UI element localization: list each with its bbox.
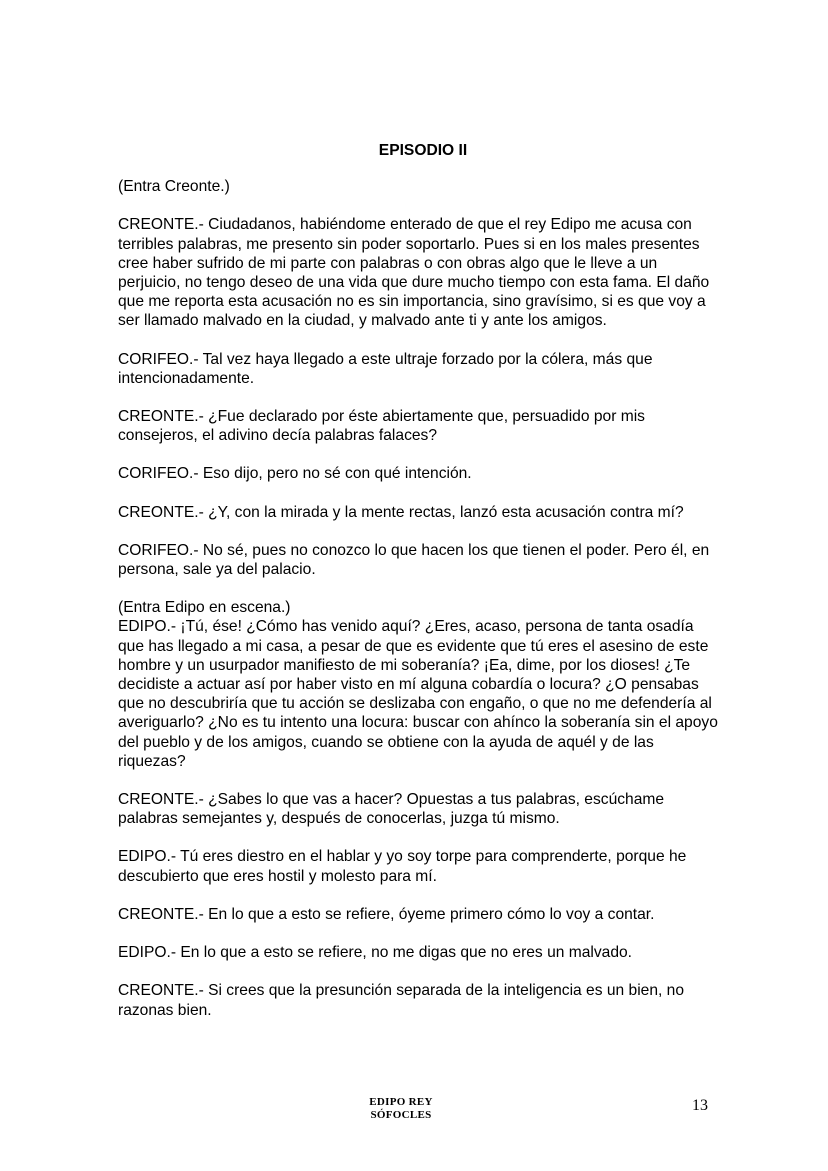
page-number: 13 [692,1097,708,1114]
footer-author: SÓFOCLES [370,1109,432,1121]
dialogue-paragraph: CORIFEO.- Tal vez haya llegado a este ultraje forzado por la cólera, más que intencionadamente. [118,350,653,387]
dialogue-paragraph: CREONTE.- Si crees que la presunción separada de la inteligencia es un bien, no razonas bien. [118,982,685,1019]
footer-title [0,1096,802,1122]
document-body [118,141,718,1039]
dialogue-paragraph: CORIFEO.- No sé, pues no conozco lo que hacen los que tienen el poder. Pero él, en persona, sale ya del palacio. [118,541,710,579]
dialogue-paragraph: CREONTE.- Ciudadanos, habiéndome enterado de que el rey Edipo me acusa con terribles palabras, me presento sin poder soportarlo. Pues si en los males presentes cree haber sufrido de mi parte con palabras o con obras algo que le lleve a un perjuicio, no tengo deseo de una vida que dure mucho tiempo con esta fama. El daño que me reporta esta acusación no es sin importancia, sino gravísimo, si es que voy a ser llamado malvado en la ciudad, y malvado ante ti y ante los amigos. [118,216,710,330]
dialogue-paragraph: EDIPO.- En lo que a esto se refiere, no me digas que no eres un malvado. [118,944,633,962]
dialogue-paragraph: CORIFEO.- Eso dijo, pero no sé con qué intención. [118,465,472,483]
stage-direction: (Entra Edipo en escena.) [118,599,291,617]
dialogue-paragraph: CREONTE.- ¿Fue declarado por éste abiertamente que, persuadido por mis consejeros, el adivino decía palabras falaces? [118,408,645,445]
footer-book-title: EDIPO REY [369,1096,433,1108]
dialogue-paragraph: CREONTE.- En lo que a esto se refiere, óyeme primero cómo lo voy a contar. [118,905,655,923]
episode-heading: EPISODIO II [378,142,468,159]
dialogue-paragraph: EDIPO.- ¡Tú, ése! ¿Cómo has venido aquí? ¿Eres, acaso, persona de tanta osadía que has llegado a mi casa, a pesar de que es evidente que tú eres el asesino de este hombre y un usurpador manifiesto de mi soberanía? ¡Ea, dime, por los dioses! ¿Te decidiste a actuar así por haber visto en mí alguna cobardía o locura? ¿O pensabas que no descubriría que tu acción se deslizaba con engaño, o que no me defendería al averiguarlo? ¿No es tu intento una locura: buscar con ahínco la soberanía sin el apoyo del pueblo y de los amigos, cuando se obtiene con la ayuda de aquél y de las riquezas? [118,618,718,770]
dialogue-paragraph: CREONTE.- ¿Y, con la mirada y la mente rectas, lanzó esta acusación contra mí? [118,503,684,521]
stage-direction: (Entra Creonte.) [118,178,230,196]
dialogue-paragraph: EDIPO.- Tú eres diestro en el hablar y yo soy torpe para comprenderte, porque he descubierto que eres hostil y molesto para mí. [118,848,687,885]
dialogue-paragraph: CREONTE.- ¿Sabes lo que vas a hacer? Opuestas a tus palabras, escúchame palabras semejantes y, después de conocerlas, juzga tú mismo. [118,791,665,828]
